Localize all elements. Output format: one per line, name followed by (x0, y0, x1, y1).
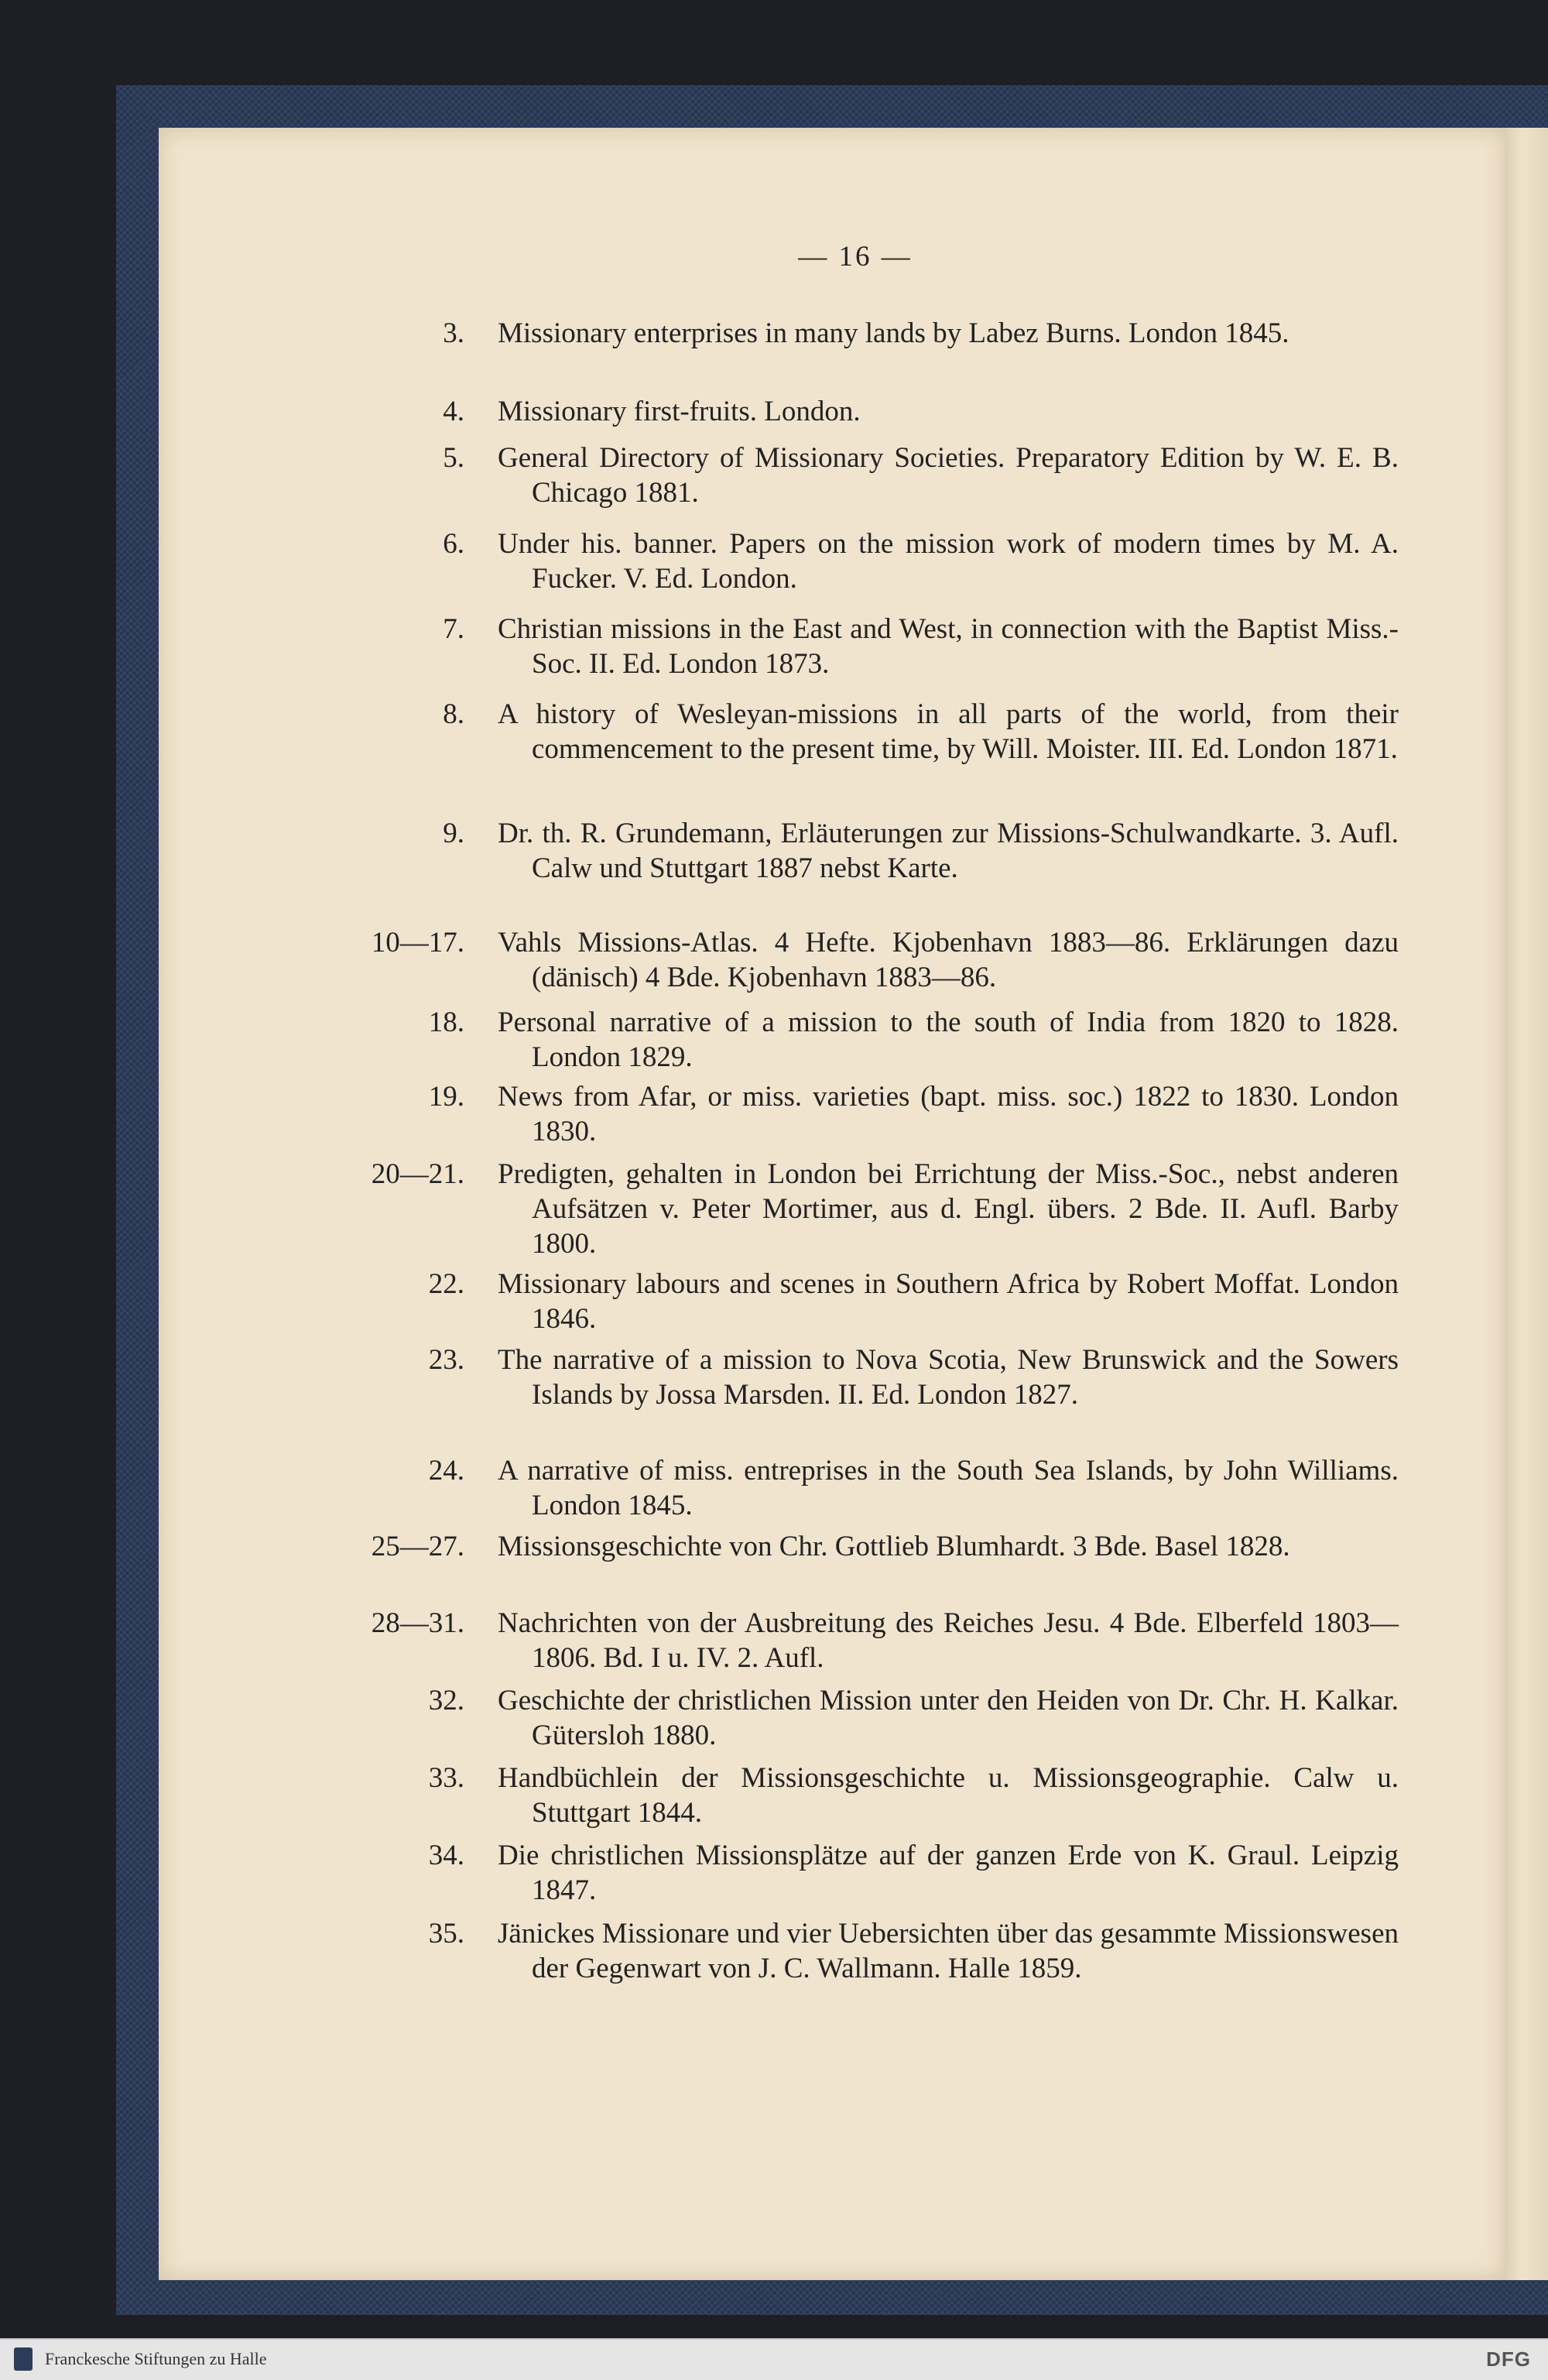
entry-text: Handbüchlein der Missionsgeschichte u. Missionsgeographie. Calw u. Stuttgart 1844. (498, 1762, 1399, 1829)
entry-text: Under his. banner. Papers on the mission work of modern times by M. A. Fucker. V. Ed. London. (498, 528, 1399, 595)
entry-text: A history of Wesleyan-missions in all parts of the world, from their commencement to the present time, by Will. Moister. III. Ed. London 1871. (498, 698, 1399, 765)
entry-number: 34. (428, 1840, 464, 1871)
entry-text: News from Afar, or miss. varieties (bapt. miss. soc.) 1822 to 1830. London 1830. (498, 1081, 1399, 1147)
entry-text: Dr. th. R. Grundemann, Erläuterungen zur Missions-Schulwandkarte. 3. Aufl. Calw und Stuttgart 1887 nebst Karte. (498, 818, 1399, 884)
entry-number: 4. (443, 396, 464, 427)
entry-number: 24. (428, 1455, 464, 1487)
entry-number: 19. (428, 1081, 464, 1113)
entry-number: 25—27. (371, 1531, 464, 1562)
entry-number: 18. (428, 1007, 464, 1038)
entry-number: 5. (443, 442, 464, 474)
entry-number: 35. (428, 1918, 464, 1950)
entry-number: 33. (428, 1762, 464, 1794)
entry-text: Missionary enterprises in many lands by Labez Burns. London 1845. (498, 317, 1289, 349)
page-number: — 16 — (798, 241, 913, 273)
entry-text: The narrative of a mission to Nova Scotia, New Brunswick and the Sowers Islands by Jossa Marsden. II. Ed. London 1827. (498, 1344, 1399, 1411)
entry-text: Missionary labours and scenes in Southern Africa by Robert Moffat. London 1846. (498, 1268, 1399, 1335)
entry-text: Vahls Missions-Atlas. 4 Hefte. Kjobenhavn 1883—86. Erklärungen dazu (dänisch) 4 Bde. Kjobenhavn 1883—86. (498, 927, 1399, 993)
institution-logo-icon (14, 2347, 33, 2371)
entry-number: 20—21. (371, 1158, 464, 1190)
viewer-footer (0, 2338, 1548, 2380)
entry-number: 9. (443, 818, 464, 849)
entry-number: 10—17. (371, 927, 464, 959)
entry-number: 32. (428, 1685, 464, 1716)
entry-text: A narrative of miss. entreprises in the South Sea Islands, by John Williams. London 1845. (498, 1455, 1399, 1521)
footer-institution[interactable]: Franckesche Stiftungen zu Halle (45, 2349, 267, 2368)
entry-number: 7. (443, 613, 464, 645)
entry-number: 8. (443, 698, 464, 730)
dfg-logo: DFG (1486, 2347, 1531, 2371)
entry-text: General Directory of Missionary Societies. Preparatory Edition by W. E. B. Chicago 1881. (498, 442, 1399, 509)
entry-text: Geschichte der christlichen Mission unter den Heiden von Dr. Chr. H. Kalkar. Gütersloh 1880. (498, 1685, 1399, 1751)
entry-number: 23. (428, 1344, 464, 1376)
entry-text: Die christlichen Missionsplätze auf der ganzen Erde von K. Graul. Leipzig 1847. (498, 1840, 1399, 1906)
entry-number: 3. (443, 317, 464, 349)
entry-text: Nachrichten von der Ausbreitung des Reiches Jesu. 4 Bde. Elberfeld 1803—1806. Bd. I u. IV. 2. Aufl. (498, 1607, 1399, 1674)
entry-number: 28—31. (371, 1607, 464, 1639)
entry-number: 22. (428, 1268, 464, 1300)
entry-text: Missionsgeschichte von Chr. Gottlieb Blumhardt. 3 Bde. Basel 1828. (498, 1531, 1290, 1562)
entry-number: 6. (443, 528, 464, 560)
entry-text: Christian missions in the East and West, in connection with the Baptist Miss.-Soc. II. Ed. London 1873. (498, 613, 1399, 680)
entry-text: Missionary first-fruits. London. (498, 396, 861, 427)
entry-text: Jänickes Missionare und vier Uebersichten über das gesammte Missionswesen der Gegenwart von J. C. Wallmann. Halle 1859. (498, 1918, 1399, 1984)
entry-text: Personal narrative of a mission to the south of India from 1820 to 1828. London 1829. (498, 1007, 1399, 1073)
entry-text: Predigten, gehalten in London bei Errichtung der Miss.-Soc., nebst anderen Aufsätzen v. Peter Mortimer, aus d. Engl. übers. 2 Bde. II. Aufl. Barby 1800. (498, 1158, 1399, 1260)
